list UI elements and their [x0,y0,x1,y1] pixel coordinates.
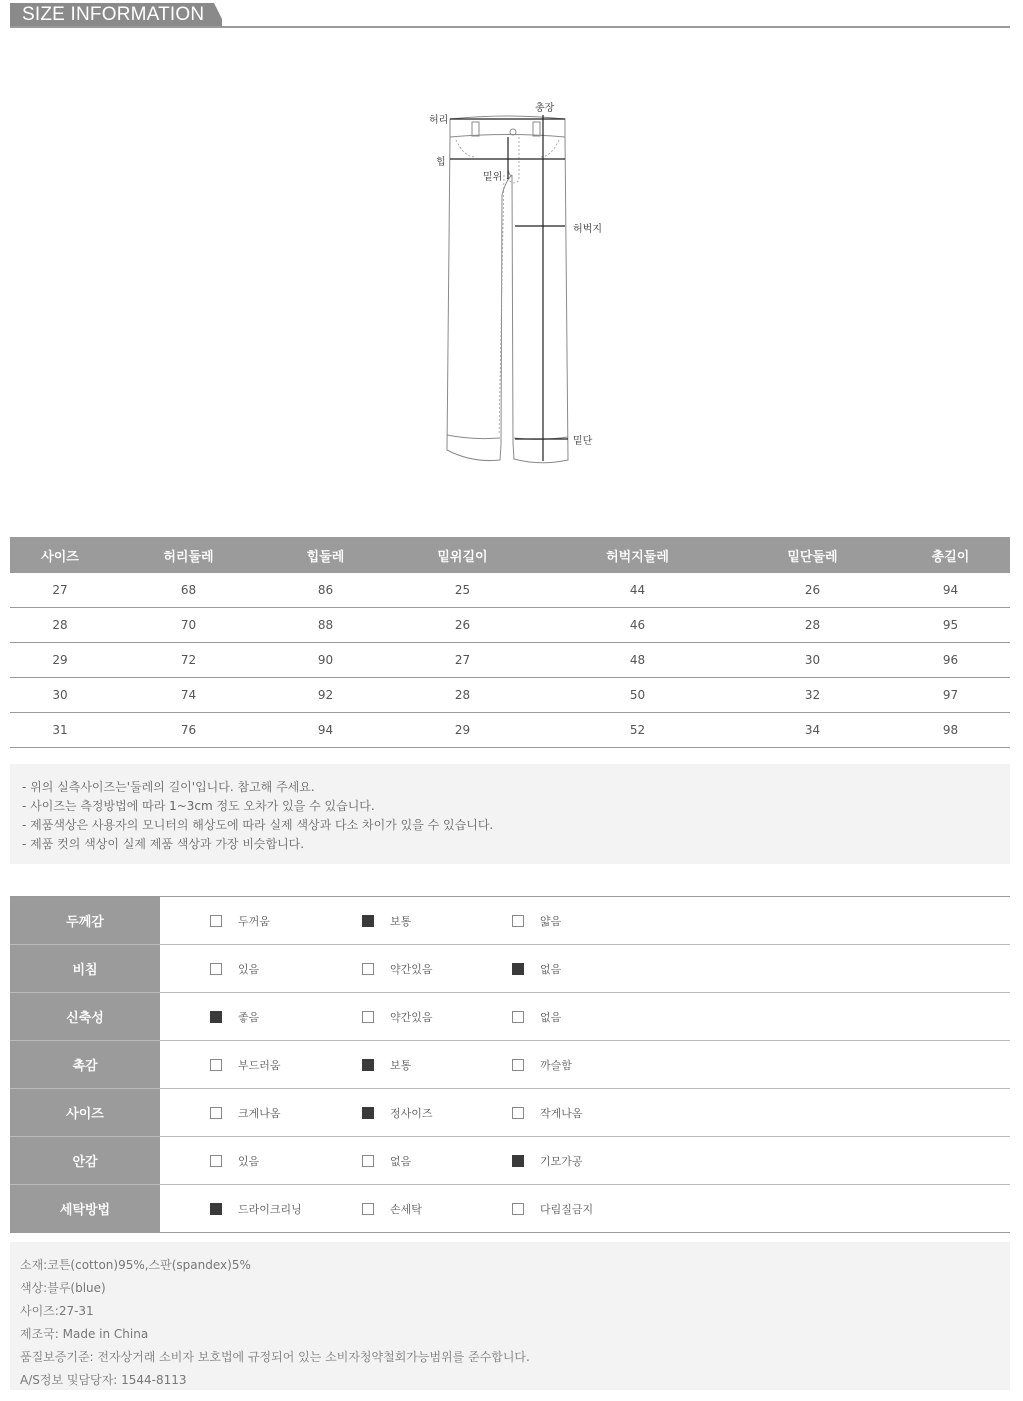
size-range-info: 사이즈:27-31 [20,1304,94,1318]
table-row [10,608,1010,643]
attribute-label: 신축성 [10,993,160,1040]
option-label: 다림질금지 [540,1202,594,1216]
attribute-option [210,1089,281,1136]
attribute-option [210,897,270,944]
size-table [10,537,1010,748]
table-cell: 52 [541,713,734,748]
section-header [10,0,1010,28]
table-cell: 48 [541,643,734,678]
attribute-option [362,945,433,992]
option-label: 부드러움 [238,1058,281,1072]
column-header: 밑단둘레 [734,537,891,573]
table-cell: 86 [267,573,384,608]
table-cell: 34 [734,713,891,748]
attribute-option [210,1041,281,1088]
header-divider [10,26,1010,28]
option-label: 두꺼움 [238,914,270,928]
table-cell: 26 [734,573,891,608]
option-label: 기모가공 [540,1154,583,1168]
unchecked-box-icon [210,963,222,975]
table-cell: 74 [110,678,267,713]
attribute-label: 안감 [10,1137,160,1184]
note-line: - 위의 실측사이즈는'둘레의 길이'입니다. 참고해 주세요. [22,780,315,794]
table-cell: 25 [384,573,541,608]
origin-info: 제조국: Made in China [20,1327,149,1341]
table-cell: 98 [891,713,1010,748]
table-cell: 27 [10,573,110,608]
unchecked-box-icon [362,1011,374,1023]
unchecked-box-icon [210,1107,222,1119]
table-cell: 72 [110,643,267,678]
option-label: 크게나옴 [238,1106,281,1120]
column-header: 허리둘레 [110,537,267,573]
attribute-row [10,1185,1010,1233]
column-header: 밑위길이 [384,537,541,573]
option-label: 약간있음 [390,962,433,976]
option-label: 까슬함 [540,1058,572,1072]
attribute-option [362,897,411,944]
column-header: 허벅지둘레 [541,537,734,573]
attribute-option [512,897,561,944]
table-cell: 90 [267,643,384,678]
table-cell: 30 [10,678,110,713]
checked-box-icon [512,1155,524,1167]
table-cell: 30 [734,643,891,678]
attribute-options [160,1041,1010,1088]
table-cell: 95 [891,608,1010,643]
color-info: 색상:블루(blue) [20,1281,106,1295]
size-notes [10,764,1010,864]
waist-label: 허리 [429,115,449,126]
column-header: 사이즈 [10,537,110,573]
table-cell: 26 [384,608,541,643]
option-label: 없음 [540,962,562,976]
hip-label: 힙 [436,157,446,168]
option-label: 있음 [238,1154,260,1168]
option-label: 없음 [540,1010,562,1024]
table-cell: 46 [541,608,734,643]
table-cell: 32 [734,678,891,713]
table-cell: 29 [10,643,110,678]
table-cell: 94 [267,713,384,748]
unchecked-box-icon [362,1203,374,1215]
attribute-option [210,1185,302,1232]
table-cell: 31 [10,713,110,748]
unchecked-box-icon [362,1155,374,1167]
unchecked-box-icon [512,915,524,927]
table-cell: 97 [891,678,1010,713]
attribute-option [512,1137,583,1184]
checked-box-icon [362,1107,374,1119]
table-cell: 29 [384,713,541,748]
option-label: 얇음 [540,914,562,928]
unchecked-box-icon [512,1059,524,1071]
table-cell: 88 [267,608,384,643]
checked-box-icon [210,1203,222,1215]
attribute-option [210,945,259,992]
unchecked-box-icon [512,1203,524,1215]
attribute-options [160,897,1010,944]
pants-measurement-diagram [420,95,620,470]
column-header: 총길이 [891,537,1010,573]
checked-box-icon [362,1059,374,1071]
attribute-option [512,1185,593,1232]
checked-box-icon [210,1011,222,1023]
table-cell: 44 [541,573,734,608]
option-label: 없음 [390,1154,412,1168]
attribute-row [10,1137,1010,1185]
option-label: 작게나옴 [540,1106,583,1120]
attribute-options [160,993,1010,1040]
table-cell: 76 [110,713,267,748]
attribute-option [362,993,433,1040]
unchecked-box-icon [210,915,222,927]
table-cell: 50 [541,678,734,713]
attribute-row [10,993,1010,1041]
attribute-option [210,1137,259,1184]
note-line: - 제품색상은 사용자의 모니터의 해상도에 따라 실제 색상과 다소 차이가 있을 수 있습니다. [22,818,494,832]
table-cell: 27 [384,643,541,678]
option-label: 손세탁 [390,1202,422,1216]
attribute-options [160,945,1010,992]
pants-illustration [420,95,620,470]
table-row [10,678,1010,713]
table-cell: 68 [110,573,267,608]
table-cell: 92 [267,678,384,713]
attribute-options [160,1185,1010,1232]
note-line: - 사이즈는 측정방법에 따라 1~3cm 정도 오차가 있을 수 있습니다. [22,799,375,813]
table-cell: 96 [891,643,1010,678]
option-label: 좋음 [238,1010,260,1024]
fabric-attributes-table [10,896,1010,1233]
table-cell: 28 [734,608,891,643]
rise-label: 밑위 [483,172,503,183]
option-label: 보통 [390,914,412,928]
attribute-option [362,1137,411,1184]
attribute-options [160,1089,1010,1136]
material-info: 소재:코튼(cotton)95%,스판(spandex)5% [20,1258,251,1272]
table-row [10,713,1010,748]
size-table-header-row [10,537,1010,573]
checked-box-icon [362,915,374,927]
warranty-info: 품질보증기준: 전자상거래 소비자 보호법에 규정되어 있는 소비자청약철회가능범위를 준수합니다. [20,1350,530,1364]
table-cell: 28 [384,678,541,713]
attribute-options [160,1137,1010,1184]
attribute-option [362,1185,422,1232]
column-header: 힙둘레 [267,537,384,573]
unchecked-box-icon [210,1059,222,1071]
attribute-option [362,1089,433,1136]
attribute-row [10,897,1010,945]
section-title: SIZE INFORMATION [22,4,205,25]
attribute-row [10,1041,1010,1089]
option-label: 있음 [238,962,260,976]
attribute-row [10,1089,1010,1137]
unchecked-box-icon [512,1107,524,1119]
table-row [10,573,1010,608]
thigh-label: 허벅지 [573,224,602,235]
unchecked-box-icon [210,1155,222,1167]
attribute-row [10,945,1010,993]
attribute-label: 촉감 [10,1041,160,1088]
attribute-label: 세탁방법 [10,1185,160,1232]
table-cell: 70 [110,608,267,643]
attribute-label: 비침 [10,945,160,992]
attribute-label: 두께감 [10,897,160,944]
unchecked-box-icon [362,963,374,975]
attribute-option [512,993,561,1040]
attribute-label: 사이즈 [10,1089,160,1136]
attribute-option [512,945,561,992]
table-cell: 28 [10,608,110,643]
product-info [10,1242,1010,1390]
option-label: 드라이크리닝 [238,1202,302,1216]
note-line: - 제품 컷의 색상이 실제 제품 색상과 가장 비슷합니다. [22,837,305,851]
unchecked-box-icon [512,1011,524,1023]
attribute-option [362,1041,411,1088]
attribute-option [512,1089,583,1136]
attribute-option [210,993,259,1040]
option-label: 약간있음 [390,1010,433,1024]
attribute-option [512,1041,572,1088]
total-length-label: 총장 [535,103,555,114]
as-contact-info: A/S정보 및담당자: 1544-8113 [20,1373,187,1387]
option-label: 정사이즈 [390,1106,433,1120]
checked-box-icon [512,963,524,975]
table-row [10,643,1010,678]
option-label: 보통 [390,1058,412,1072]
hem-label: 밑단 [573,436,593,447]
table-cell: 94 [891,573,1010,608]
